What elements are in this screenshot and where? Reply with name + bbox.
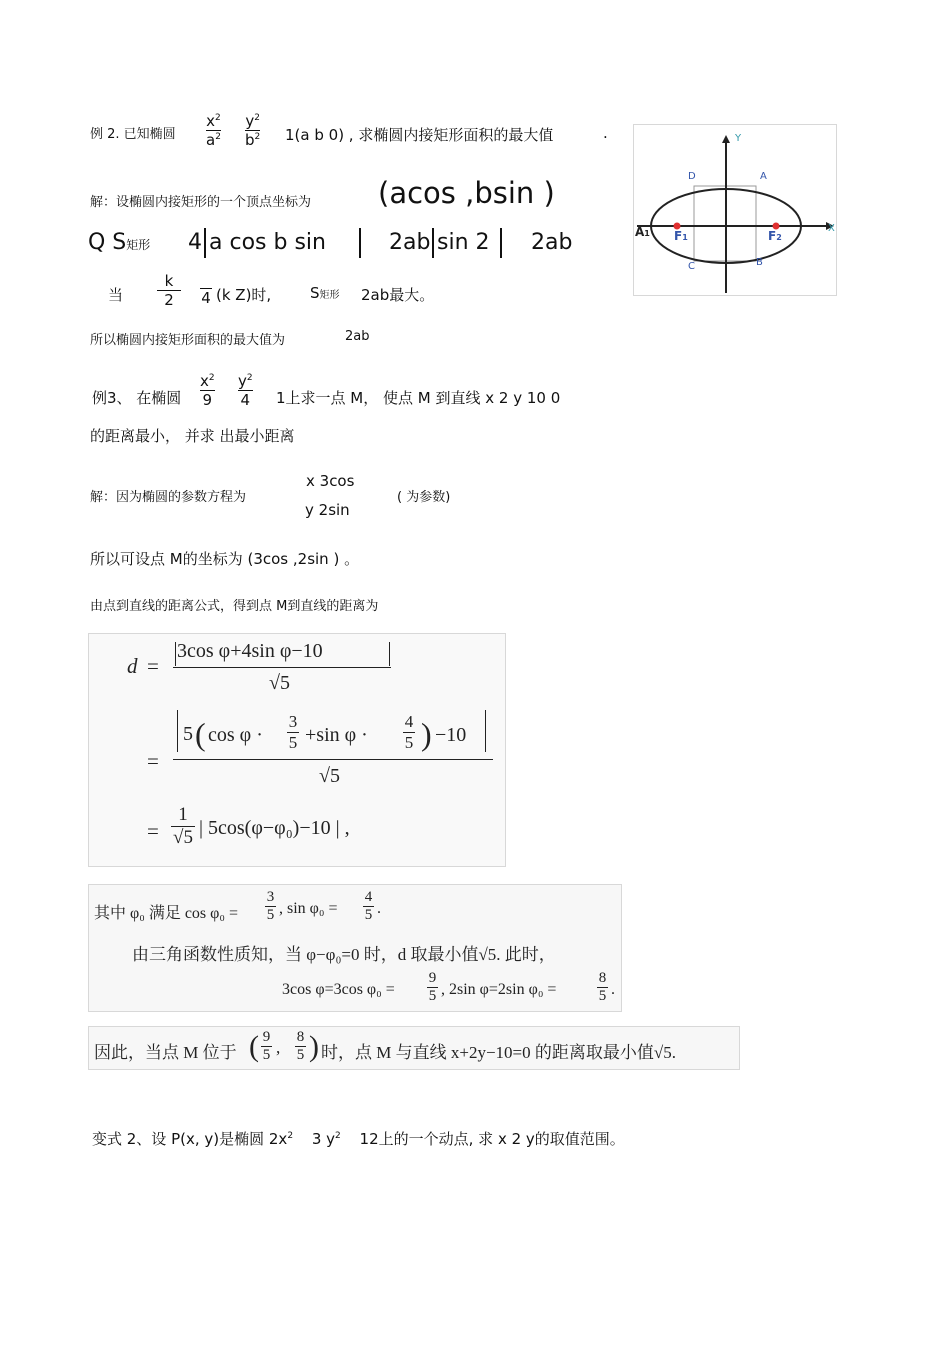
equals-sign: = [147, 749, 159, 773]
cos-term: cos φ · [208, 724, 263, 746]
ex3-distance-intro: 由点到直线的距离公式，得到点 M到直线的距离为 [90, 599, 379, 614]
period: . [377, 900, 381, 917]
ex2-s-rest: 2ab最大。 [361, 286, 435, 304]
abs-bar [204, 228, 206, 258]
ex2-period: . [603, 124, 608, 142]
abs-bar [389, 642, 390, 666]
sqrt5-denominator-2: √5 [319, 765, 340, 787]
ex3-fraction-y: $y^2$ 4 [238, 372, 253, 409]
comma: , [276, 1038, 281, 1057]
d-symbol: d [127, 654, 138, 678]
ex3-param-x: x 3cos [306, 472, 355, 490]
close-paren: ) [309, 1030, 319, 1063]
min-condition-image [88, 884, 622, 1012]
cos-value: 3cos φ=3cos φ₀ = [282, 981, 395, 998]
focus-f2-label: F2 [768, 229, 782, 243]
ex2-q-result: 2ab [531, 230, 573, 255]
distance-simplified: | 5cos(φ−φ₀)−10 | , [199, 817, 350, 839]
fraction-8-5: 8 5 [598, 970, 607, 1004]
abs-bar [177, 710, 178, 752]
period: . [611, 981, 615, 998]
ex2-solution-line: 解：设椭圆内接矩形的一个顶点坐标为 [90, 195, 312, 210]
point-c-label: C [688, 261, 695, 272]
ex2-q-expr: a cos b sin [209, 230, 326, 255]
equals-sign: = [147, 654, 159, 678]
point-a1-label: A1 [635, 225, 650, 239]
distance-numerator-1: 3cos φ+4sin φ−10 [177, 640, 323, 662]
conclusion-start: 因此，当点 M 位于 [94, 1043, 237, 1062]
fraction-8-5: 8 5 [296, 1029, 305, 1063]
conclusion-end: 时，点 M 与直线 x+2y−10=0 的距离取最小值√5. [321, 1043, 676, 1062]
ex3-param-intro: 解：因为椭圆的参数方程为 [90, 490, 247, 505]
abs-bar [175, 642, 176, 666]
equals-sign: = [147, 819, 159, 843]
fraction-4-5: 4 5 [404, 712, 414, 752]
abs-bar [359, 228, 361, 258]
conclusion-image [88, 1026, 740, 1070]
ex2-q-4: 4 [188, 230, 202, 255]
ex3-intro: 例3、 在椭圆 [92, 389, 182, 407]
ellipse-diagram [634, 125, 836, 295]
ellipse-figure [633, 124, 837, 296]
sin-term: +sin φ · [305, 724, 368, 746]
fraction-3-5: 3 5 [266, 889, 275, 923]
abs-bar [485, 710, 486, 752]
open-paren: ( [195, 716, 206, 752]
ex2-when-rest: (k Z)时, [216, 286, 272, 304]
ex2-pi-over-4: 4 [201, 289, 211, 307]
ex2-q-2ab: 2ab [389, 230, 431, 255]
fraction-4-5: 4 5 [364, 889, 373, 923]
fraction-9-5: 9 5 [262, 1029, 271, 1063]
y-axis-label: Y [735, 133, 742, 144]
ex3-param-note: ( 为参数) [397, 490, 451, 505]
ex3-param-y: y 2sin [305, 501, 350, 519]
y-axis-arrow [722, 135, 730, 143]
sqrt5-denominator-1: √5 [269, 672, 290, 694]
point-d-label: D [688, 171, 696, 182]
ex2-conclusion: 所以椭圆内接矩形面积的最大值为 [90, 333, 286, 348]
fraction-9-5: 9 5 [428, 970, 437, 1004]
fraction-bar [173, 759, 493, 760]
open-paren: ( [249, 1030, 259, 1063]
x-axis-label: X [828, 223, 835, 234]
minus-10: −10 [435, 724, 467, 746]
ex2-fraction-x: $x^2$ $a^2$ [206, 112, 221, 149]
distance-derivation-image [88, 633, 506, 867]
ex2-vertex: (acos ,bsin ) [378, 176, 555, 210]
sin-phi0: , sin φ₀ = [279, 900, 338, 917]
fraction-bar [173, 667, 391, 668]
factor-5: 5 [183, 723, 193, 745]
trig-property-line: 由三角函数性质知，当 φ−φ₀=0 时，d 取最小值√5. 此时， [132, 945, 556, 964]
ex3-condition: 1上求一点 M， 使点 M 到直线 x 2 y 10 0 [276, 389, 561, 407]
ex2-fraction-y: $y^2$ $b^2$ [245, 112, 261, 149]
fraction-3-5: 3 5 [288, 712, 298, 752]
focus-f1-label: F1 [674, 229, 688, 243]
ex3-condition-line2: 的距离最小， 并求 出最小距离 [90, 427, 295, 445]
point-b-label: B [756, 257, 763, 268]
abs-bar [432, 228, 434, 258]
ex2-intro: 例 2. 已知椭圆 [90, 127, 176, 142]
ex2-q-s: Q S矩形 [88, 230, 151, 255]
abs-bar [500, 228, 502, 258]
ex2-s-label: S矩形 [310, 284, 340, 302]
ex2-q-sin: sin 2 [437, 230, 490, 255]
ex2-condition: 1(a b 0) , 求椭圆内接矩形面积的最大值 [285, 126, 554, 144]
ex2-when: 当 [108, 286, 124, 304]
ex3-set-point: 所以可设点 M的坐标为 (3cos ,2sin ) 。 [90, 550, 360, 568]
variant-2: 变式 2、设 P(x, y)是椭圆 $2x^2$ 3 $y^2$ 12上的一个动点, 求 x 2 y的取值范围。 [92, 1130, 625, 1148]
ex2-k-over-2: k 2 [157, 272, 181, 309]
ex3-fraction-x: $x^2$ 9 [200, 372, 215, 409]
sin-value: , 2sin φ=2sin φ₀ = [441, 981, 557, 998]
close-paren: ) [421, 716, 432, 752]
ex2-conclusion-value: 2ab [345, 329, 370, 344]
phi0-condition: 其中 φ₀ 满足 cos φ₀ = [94, 905, 238, 922]
point-a-label: A [760, 171, 767, 182]
fraction-1-sqrt5: 1 √5 [171, 804, 195, 849]
